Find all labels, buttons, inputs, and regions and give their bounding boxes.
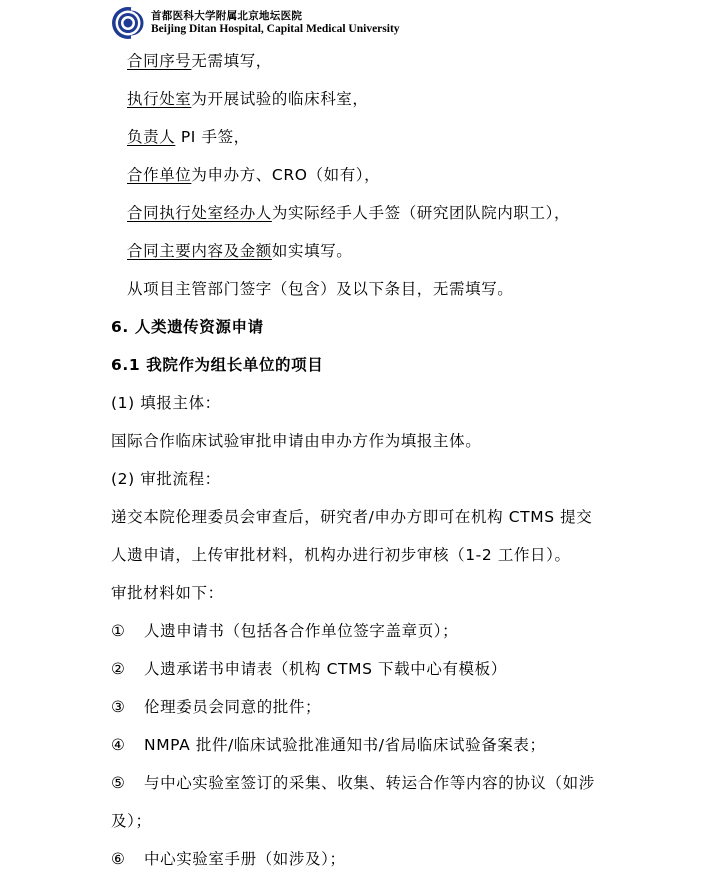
fill-rule-line bbox=[127, 89, 369, 109]
fill-rule-text: PI 手签， bbox=[175, 128, 250, 146]
sub2-text-line-2: 人遗申请，上传审批材料，机构办进行初步审核（1-2 工作日）。 bbox=[111, 546, 571, 564]
fill-rule-text: 为实际经手人手签（研究团队院内职工）， bbox=[271, 204, 571, 222]
material-text: 人遗承诺书申请表（机构 CTMS 下载中心有模板） bbox=[144, 660, 507, 678]
fill-rule-line bbox=[127, 127, 250, 147]
fill-rule-field: 合作单位 bbox=[127, 166, 192, 184]
document-header bbox=[111, 5, 400, 41]
material-number: ② bbox=[111, 660, 126, 678]
fill-rule-text: 如实填写。 bbox=[271, 242, 353, 260]
materials-label: 审批材料如下： bbox=[111, 584, 224, 602]
fill-rule-line bbox=[127, 241, 352, 261]
fill-rule-text: 无需填写， bbox=[191, 52, 272, 70]
fill-rule-line bbox=[127, 165, 380, 185]
sub1-text: 国际合作临床试验审批申请由申办方作为填报主体。 bbox=[111, 432, 482, 450]
sub2-label: (2) 审批流程： bbox=[111, 470, 221, 488]
material-item bbox=[111, 849, 631, 869]
material-text: 与中心实验室签订的采集、收集、转运合作等内容的协议（如涉 bbox=[144, 774, 595, 792]
material-item bbox=[111, 621, 631, 641]
fill-rule-field: 负责人 bbox=[127, 128, 176, 146]
hospital-logo-icon bbox=[111, 6, 145, 40]
material-item bbox=[111, 659, 631, 679]
material-text: 中心实验室手册（如涉及）； bbox=[144, 850, 346, 868]
material-item bbox=[111, 697, 631, 717]
sub2-text-line-1: 递交本院伦理委员会审查后，研究者/申办方即可在机构 CTMS 提交 bbox=[111, 508, 593, 526]
material-number: ⑤ bbox=[111, 774, 126, 792]
fill-rule-text: 为申办方、CRO（如有）， bbox=[191, 166, 381, 184]
fill-rule-text: 为开展试验的临床科室， bbox=[191, 90, 369, 108]
fill-rule-field: 合同主要内容及金额 bbox=[127, 242, 272, 260]
material-text: 伦理委员会同意的批件； bbox=[144, 698, 322, 716]
material-5-continuation: 及）； bbox=[111, 812, 152, 830]
material-number: ③ bbox=[111, 698, 126, 716]
fill-rule-field: 执行处室 bbox=[127, 90, 192, 108]
header-hospital-name-en: Beijing Ditan Hospital, Capital Medical University bbox=[151, 23, 400, 35]
material-item bbox=[111, 735, 631, 755]
material-number: ④ bbox=[111, 736, 126, 754]
note-line: 从项目主管部门签字（包含）及以下条目，无需填写。 bbox=[127, 280, 514, 298]
fill-rule-line bbox=[127, 203, 570, 223]
fill-rule-field: 合同执行处室经办人 bbox=[127, 204, 272, 222]
section-6-heading: 6. 人类遗传资源申请 bbox=[111, 318, 264, 336]
header-hospital-name-cn: 首都医科大学附属北京地坛医院 bbox=[151, 10, 303, 22]
material-item bbox=[111, 773, 631, 793]
material-number: ① bbox=[111, 622, 126, 640]
material-number: ⑥ bbox=[111, 850, 126, 868]
sub1-label: (1) 填报主体： bbox=[111, 394, 221, 412]
material-text: NMPA 批件/临床试验批准通知书/省局临床试验备案表； bbox=[144, 736, 546, 754]
section-6-1-heading: 6.1 我院作为组长单位的项目 bbox=[111, 356, 324, 374]
material-text: 人遗申请书（包括各合作单位签字盖章页）； bbox=[144, 622, 459, 640]
fill-rule-field: 合同序号 bbox=[127, 52, 192, 70]
fill-rule-line bbox=[127, 51, 272, 71]
